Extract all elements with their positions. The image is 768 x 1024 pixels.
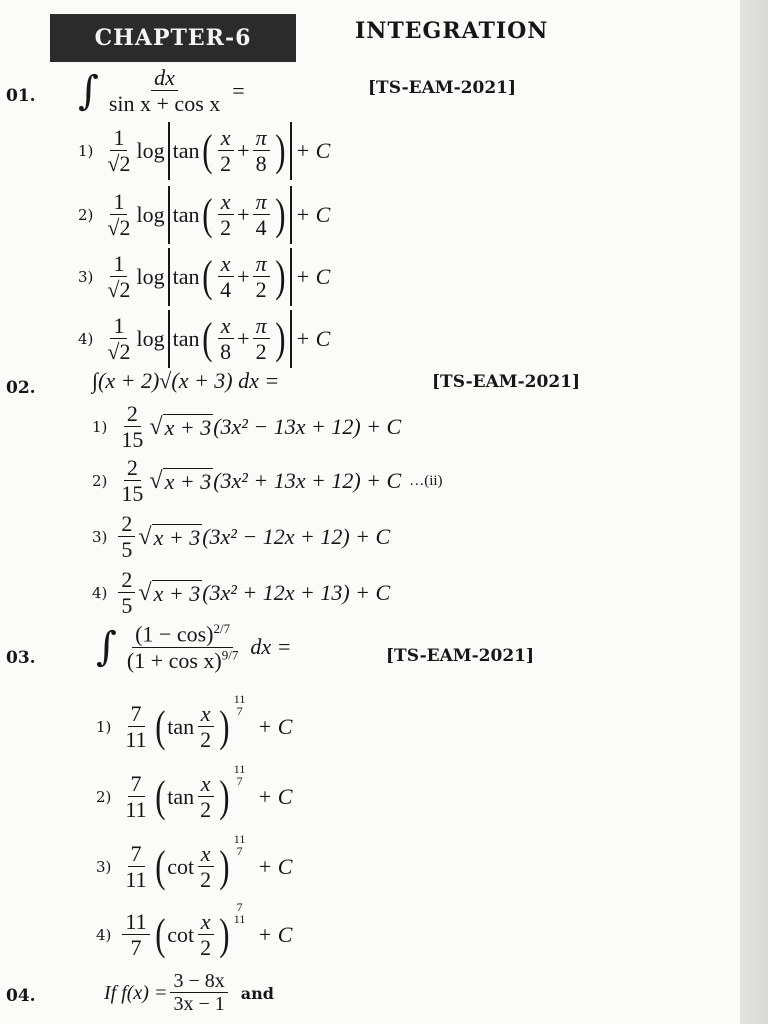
option-label: 3) <box>96 858 112 877</box>
fraction: $\frac{x}{8}$ <box>217 314 234 364</box>
log-text: log <box>136 326 165 351</box>
fraction: $\frac{1}{√2}$ <box>107 312 131 364</box>
abs-bar <box>290 122 292 180</box>
paren: ( <box>154 842 166 892</box>
option-label: 3) <box>92 528 108 547</box>
option-label: 1) <box>78 142 94 160</box>
plus-sign: + <box>237 326 250 351</box>
fraction: $\frac{(1 - \cos)^{2/7}}{(1 + \cos x)^{9/7}}$ <box>126 621 239 673</box>
fraction: $\frac{7}{11}$ <box>125 771 147 823</box>
fraction: $\frac{x}{2}$ <box>217 190 234 240</box>
square-root: √ x + 3 <box>138 523 201 550</box>
paren: ) <box>219 842 230 892</box>
abs-bar <box>290 186 292 244</box>
option-row <box>96 762 293 823</box>
constant: + C <box>257 854 293 880</box>
option-label: 2) <box>78 206 94 224</box>
tan-text: tan <box>172 202 200 227</box>
paren: ( <box>201 252 212 301</box>
constant: + C <box>257 922 293 948</box>
constant: + C <box>257 714 293 740</box>
fraction: $\frac{\pi}{8}$ <box>253 126 270 176</box>
abs-bar <box>290 310 292 368</box>
paren: ( <box>154 910 166 960</box>
option-row <box>92 512 398 562</box>
fraction: $\frac{x}{2}$ <box>197 702 214 752</box>
option-label: 4) <box>78 330 94 348</box>
paren: ( <box>201 190 212 239</box>
question-4-expression: If f(x) = $\frac{3 - 8x}{3x - 1}$ and <box>104 970 274 1015</box>
square-root: √ x + 3 <box>149 413 212 440</box>
polynomial: (3x² + 13x + 12) + C <box>213 468 402 494</box>
paren: ) <box>274 314 286 363</box>
polynomial: (3x² + 12x + 13) + C <box>202 580 391 606</box>
constant: + C <box>295 138 331 163</box>
page-edge <box>740 0 768 1024</box>
fraction: $\frac{dx}{\text{sin x + cos x}}$ <box>108 65 221 117</box>
fraction: $\frac{\pi}{2}$ <box>253 252 270 302</box>
option-row <box>92 456 443 506</box>
tan-text: tan <box>172 326 200 351</box>
log-text: log <box>136 202 165 227</box>
option-row <box>96 900 293 961</box>
plus-sign: + <box>237 202 250 227</box>
integral-sign: ∫ <box>96 624 117 671</box>
abs-bar <box>168 310 170 368</box>
option-row <box>92 568 398 618</box>
paren: ) <box>219 772 230 822</box>
paren: ( <box>201 314 212 363</box>
function-name: cot <box>167 922 195 948</box>
question-number: 03. <box>6 648 36 668</box>
tan-text: tan <box>172 264 200 289</box>
square-root: √ x + 3 <box>138 579 201 606</box>
fraction: $\frac{2}{15}$ <box>121 455 144 507</box>
polynomial: (3x² − 12x + 12) + C <box>202 524 391 550</box>
plus-sign: + <box>237 138 250 163</box>
log-text: log <box>136 138 165 163</box>
polynomial: (3x² − 13x + 12) + C <box>213 414 402 440</box>
option-row <box>96 832 293 893</box>
exponent: 11 7 <box>233 762 246 789</box>
paren: ) <box>219 910 230 960</box>
exponent: 11 7 <box>233 692 246 719</box>
option-label: 1) <box>96 718 112 737</box>
question-number: 04. <box>6 986 36 1006</box>
exam-tag: [TS-EAM-2021] <box>368 78 517 98</box>
question-1-expression: ∫ $\frac{dx}{\text{sin x + cos x}}$ = <box>78 65 245 117</box>
function-name: tan <box>167 784 195 810</box>
square-root: √ x + 3 <box>149 467 212 494</box>
option-row <box>92 402 409 452</box>
exponent: 11 7 <box>233 832 246 859</box>
exam-tag: [TS-EAM-2021] <box>386 646 535 666</box>
paren: ) <box>274 190 286 239</box>
integral-sign: ∫ <box>78 68 99 115</box>
option-row <box>78 248 330 306</box>
question-number: 02. <box>6 378 36 398</box>
log-text: log <box>136 264 165 289</box>
fraction: $\frac{7}{11}$ <box>125 701 147 753</box>
fraction: $\frac{x}{2}$ <box>197 772 214 822</box>
option-label: 2) <box>96 788 112 807</box>
chapter-label: CHAPTER-6 <box>50 14 296 62</box>
option-row <box>78 186 330 244</box>
constant: + C <box>295 264 331 289</box>
fraction: $\frac{1}{√2}$ <box>107 250 131 302</box>
fraction: $\frac{\pi}{2}$ <box>253 314 270 364</box>
option-row <box>78 310 330 368</box>
option-row <box>78 122 330 180</box>
abs-bar <box>168 248 170 306</box>
abs-bar <box>168 186 170 244</box>
option-row <box>96 692 293 753</box>
fraction: $\frac{1}{√2}$ <box>107 124 131 176</box>
fraction: $\frac{2}{5}$ <box>118 568 135 618</box>
fraction: $\frac{\pi}{4}$ <box>253 190 270 240</box>
fraction: $\frac{7}{11}$ <box>125 841 147 893</box>
page-title: INTEGRATION <box>355 18 549 44</box>
question-2-expression: ∫(x + 2)√(x + 3) dx = <box>92 368 280 393</box>
constant: + C <box>257 784 293 810</box>
option-label: 3) <box>78 268 94 286</box>
fraction: $\frac{x}{2}$ <box>197 910 214 960</box>
paren: ) <box>219 702 230 752</box>
fraction: $\frac{11}{7}$ <box>122 910 149 960</box>
paren: ) <box>274 252 286 301</box>
paren: ( <box>154 702 166 752</box>
option-label: 2) <box>92 472 108 491</box>
option-label: 4) <box>96 926 112 945</box>
function-name: cot <box>167 854 195 880</box>
option-note: …(ii) <box>409 472 443 489</box>
fraction: $\frac{2}{15}$ <box>121 401 144 453</box>
paren: ( <box>201 126 212 175</box>
tan-text: tan <box>172 138 200 163</box>
abs-bar <box>290 248 292 306</box>
exam-tag: [TS-EAM-2021] <box>432 372 581 392</box>
abs-bar <box>168 122 170 180</box>
paren: ) <box>274 126 286 175</box>
constant: + C <box>295 202 331 227</box>
exponent: 7 11 <box>233 900 246 927</box>
question-3-expression: ∫ $\frac{(1 - \cos)^{2/7}}{(1 + \cos x)^{9/7}}$ dx = <box>96 621 292 673</box>
fraction: $\frac{2}{5}$ <box>118 512 135 562</box>
option-label: 1) <box>92 418 108 437</box>
question-number: 01. <box>6 86 36 106</box>
fraction: $\frac{1}{√2}$ <box>107 188 131 240</box>
fraction: $\frac{3 - 8x}{3x - 1}$ <box>170 970 227 1016</box>
fraction: $\frac{x}{4}$ <box>217 252 234 302</box>
plus-sign: + <box>237 264 250 289</box>
fraction: $\frac{x}{2}$ <box>197 842 214 892</box>
function-name: tan <box>167 714 195 740</box>
constant: + C <box>295 326 331 351</box>
paren: ( <box>154 772 166 822</box>
fraction: $\frac{x}{2}$ <box>217 126 234 176</box>
option-label: 4) <box>92 584 108 603</box>
